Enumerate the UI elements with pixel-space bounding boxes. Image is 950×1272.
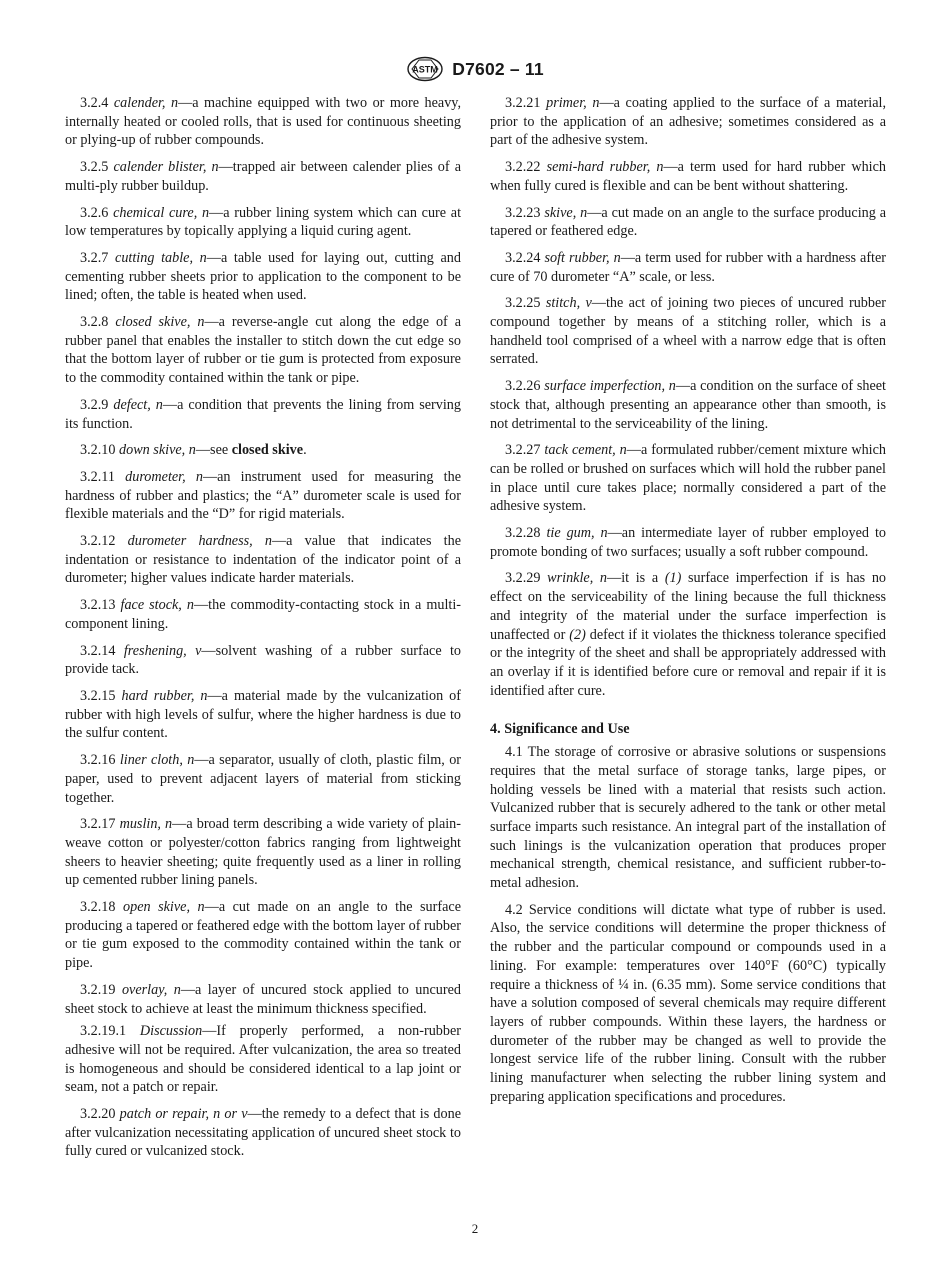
section-heading: 4. Significance and Use bbox=[490, 721, 630, 738]
definition-3-2-19-1: 3.2.19.1 Discussion—If properly performed, a non-rubber adhesive will not be required. After vulcanization, the area so treated is homogeneous and should be considered identical to a lap joint or seam, not a patch or repair. bbox=[65, 1023, 461, 1096]
left-column bbox=[65, 94, 461, 1169]
definition-3-2-8: 3.2.8 closed skive, n—a reverse-angle cut along the edge of a rubber panel that enables the installer to stitch down the cut edge so that the bottom layer of rubber or tie gum is protected from exposure to the commodity contained within the tank or pipe. bbox=[65, 314, 461, 387]
definition-wrinkle: 3.2.29 wrinkle, n—it is a (1) surface imperfection if is has no effect on the serviceability of the lining because the full thickness and integrity of the material under the surface imperfection is unaffected or (2) defect if it violates the thickness tolerance specified or the integrity of the sheet and shall be appropriately addressed with an overlay if it is identified before cure or removal and repair if it is identified after cure. bbox=[490, 570, 887, 699]
definition-3-2-14: 3.2.14 freshening, v—solvent washing of a rubber surface to provide tack. bbox=[65, 642, 462, 678]
definition-3-2-17: 3.2.17 muslin, n—a broad term describing a wide variety of plain-weave cotton or polyester/cotton fabrics ranging from lightweight sheers to heavier sheeting; quite frequently used as a liner in rolling up cemented rubber lining panels. bbox=[65, 816, 462, 889]
page-number: 2 bbox=[471, 1221, 479, 1236]
definition-3-2-4: 3.2.4 calender, n—a machine equipped with two or more heavy, internally heated or cooled rolls, that is used for continuous sheeting or plying-up of rubber compounds. bbox=[65, 95, 462, 149]
definition-3-2-13: 3.2.13 face stock, n—the commodity-contacting stock in a multi-component lining. bbox=[65, 597, 462, 632]
definition-3-2-26: 3.2.26 surface imperfection, n—a condition on the surface of sheet stock that, although presenting an appearance other than smooth, is not detrimental to the serviceability of the lining. bbox=[490, 378, 886, 432]
definition-3-2-20: 3.2.20 patch or repair, n or v—the remedy to a defect that is done after vulcanization necessitating application of uncured sheet stock to fully cured or vulcanized stock. bbox=[65, 1106, 462, 1160]
paragraph-4-2: 4.2 Service conditions will dictate what type of rubber is used. Also, the service conditions will determine the proper thickness of the rubber and the particular compound or compounds used in a lining. For example: temperatures over 140°F (60°C) typically require a thickness of ¼ in. (6.35 mm). Some service conditions that have a solution composed of several chemicals may require different layers of rubber compounds. Within these layers, the hardness or durometer of the rubber may be changed as well to provide the longest service life of the rubber lining. Consult with the rubber lining manufacturer when selecting the rubber lining system and preparing application specifications and procedures. bbox=[490, 901, 886, 1105]
definition-3-2-22: 3.2.22 semi-hard rubber, n—a term used for hard rubber which when fully cured is flexible and can be bent without shattering. bbox=[490, 159, 886, 194]
definition-3-2-23: 3.2.23 skive, n—a cut made on an angle to the surface producing a tapered or feathered edge. bbox=[490, 204, 886, 240]
definition-3-2-28: 3.2.28 tie gum, n—an intermediate layer of rubber employed to promote bonding of two surfaces; usually a soft rubber compound. bbox=[490, 525, 887, 560]
definition-3-2-25: 3.2.25 stitch, v—the act of joining two pieces of uncured rubber compound together by means of a stitching roller, which is a handheld tool comprised of a wheel with a narrow edge that is often serrated. bbox=[490, 295, 886, 368]
definition-3-2-21: 3.2.21 primer, n—a coating applied to the surface of a material, prior to the application of an adhesive; sometimes considered as a part of the adhesive system. bbox=[490, 95, 887, 149]
definition-3-2-19: 3.2.19 overlay, n—a layer of uncured stock applied to uncured sheet stock to achieve at least the minimum thickness specified. bbox=[65, 981, 461, 1017]
definition-3-2-12: 3.2.12 durometer hardness, n—a value that indicates the indentation or resistance to indentation of the indicator point of a durometer; higher values indicate harder materials. bbox=[65, 533, 461, 587]
document-id: D7602 – 11 bbox=[452, 58, 544, 79]
definition-3-2-24: 3.2.24 soft rubber, n—a term used for rubber with a hardness after cure of 70 durometer “A” scale, or less. bbox=[490, 249, 887, 285]
paragraph-4-1: 4.1 The storage of corrosive or abrasive solutions or suspensions requires that the metal surface of storage tanks, large pipes, or holding vessels be lined with a material that resists such action. Vulcanized rubber that is securely adhered to the tank or other metal surface imparts such resistance. An integral part of the installation of such linings is the vulcanization operation that produces proper mechanical strength, chemical resistance, and sufficient rubber-to-metal adhesion. bbox=[490, 744, 886, 892]
definition-3-2-27: 3.2.27 tack cement, n—a formulated rubber/cement mixture which can be rolled or brushed on surfaces which will hold the rubber panel in place until cure takes place; normally considered a part of the adhesive system. bbox=[490, 442, 887, 515]
definition-3-2-6: 3.2.6 chemical cure, n—a rubber lining system which can cure at low temperatures by topically applying a liquid curing agent. bbox=[65, 204, 462, 240]
definition-3-2-9: 3.2.9 defect, n—a condition that prevents the lining from serving its function. bbox=[65, 396, 461, 432]
definition-3-2-16: 3.2.16 liner cloth, n—a separator, usually of cloth, plastic film, or paper, used to prevent adjacent layers of material from sticking together. bbox=[65, 752, 462, 806]
svg-text:ASTM: ASTM bbox=[412, 64, 438, 75]
definition-3-2-11: 3.2.11 durometer, n—an instrument used for measuring the hardness of rubber and plastics; the “A” durometer scale is used for flexible materials and the “D” for rigid materials. bbox=[65, 468, 461, 523]
definition-3-2-18: 3.2.18 open skive, n—a cut made on an angle to the surface producing a tapered or feathered edge with the bottom layer of rubber or tie gum exposed to the commodity contained within the tank or pipe. bbox=[65, 899, 461, 972]
definition-3-2-5: 3.2.5 calender blister, n—trapped air between calender plies of a multi-ply rubber buildup. bbox=[65, 159, 461, 194]
definition-3-2-10: 3.2.10 down skive, n—see closed skive. bbox=[80, 442, 307, 459]
right-column bbox=[490, 94, 886, 1114]
astm-logo-icon bbox=[406, 56, 444, 82]
page-header bbox=[0, 56, 950, 82]
definition-3-2-7: 3.2.7 cutting table, n—a table used for laying out, cutting and cementing rubber sheets prior to application to the component to be lined; often, the table is heated when used. bbox=[65, 249, 461, 304]
definition-3-2-15: 3.2.15 hard rubber, n—a material made by the vulcanization of rubber with high levels of sulfur, where the higher hardness is due to the sulfur content. bbox=[65, 687, 462, 742]
